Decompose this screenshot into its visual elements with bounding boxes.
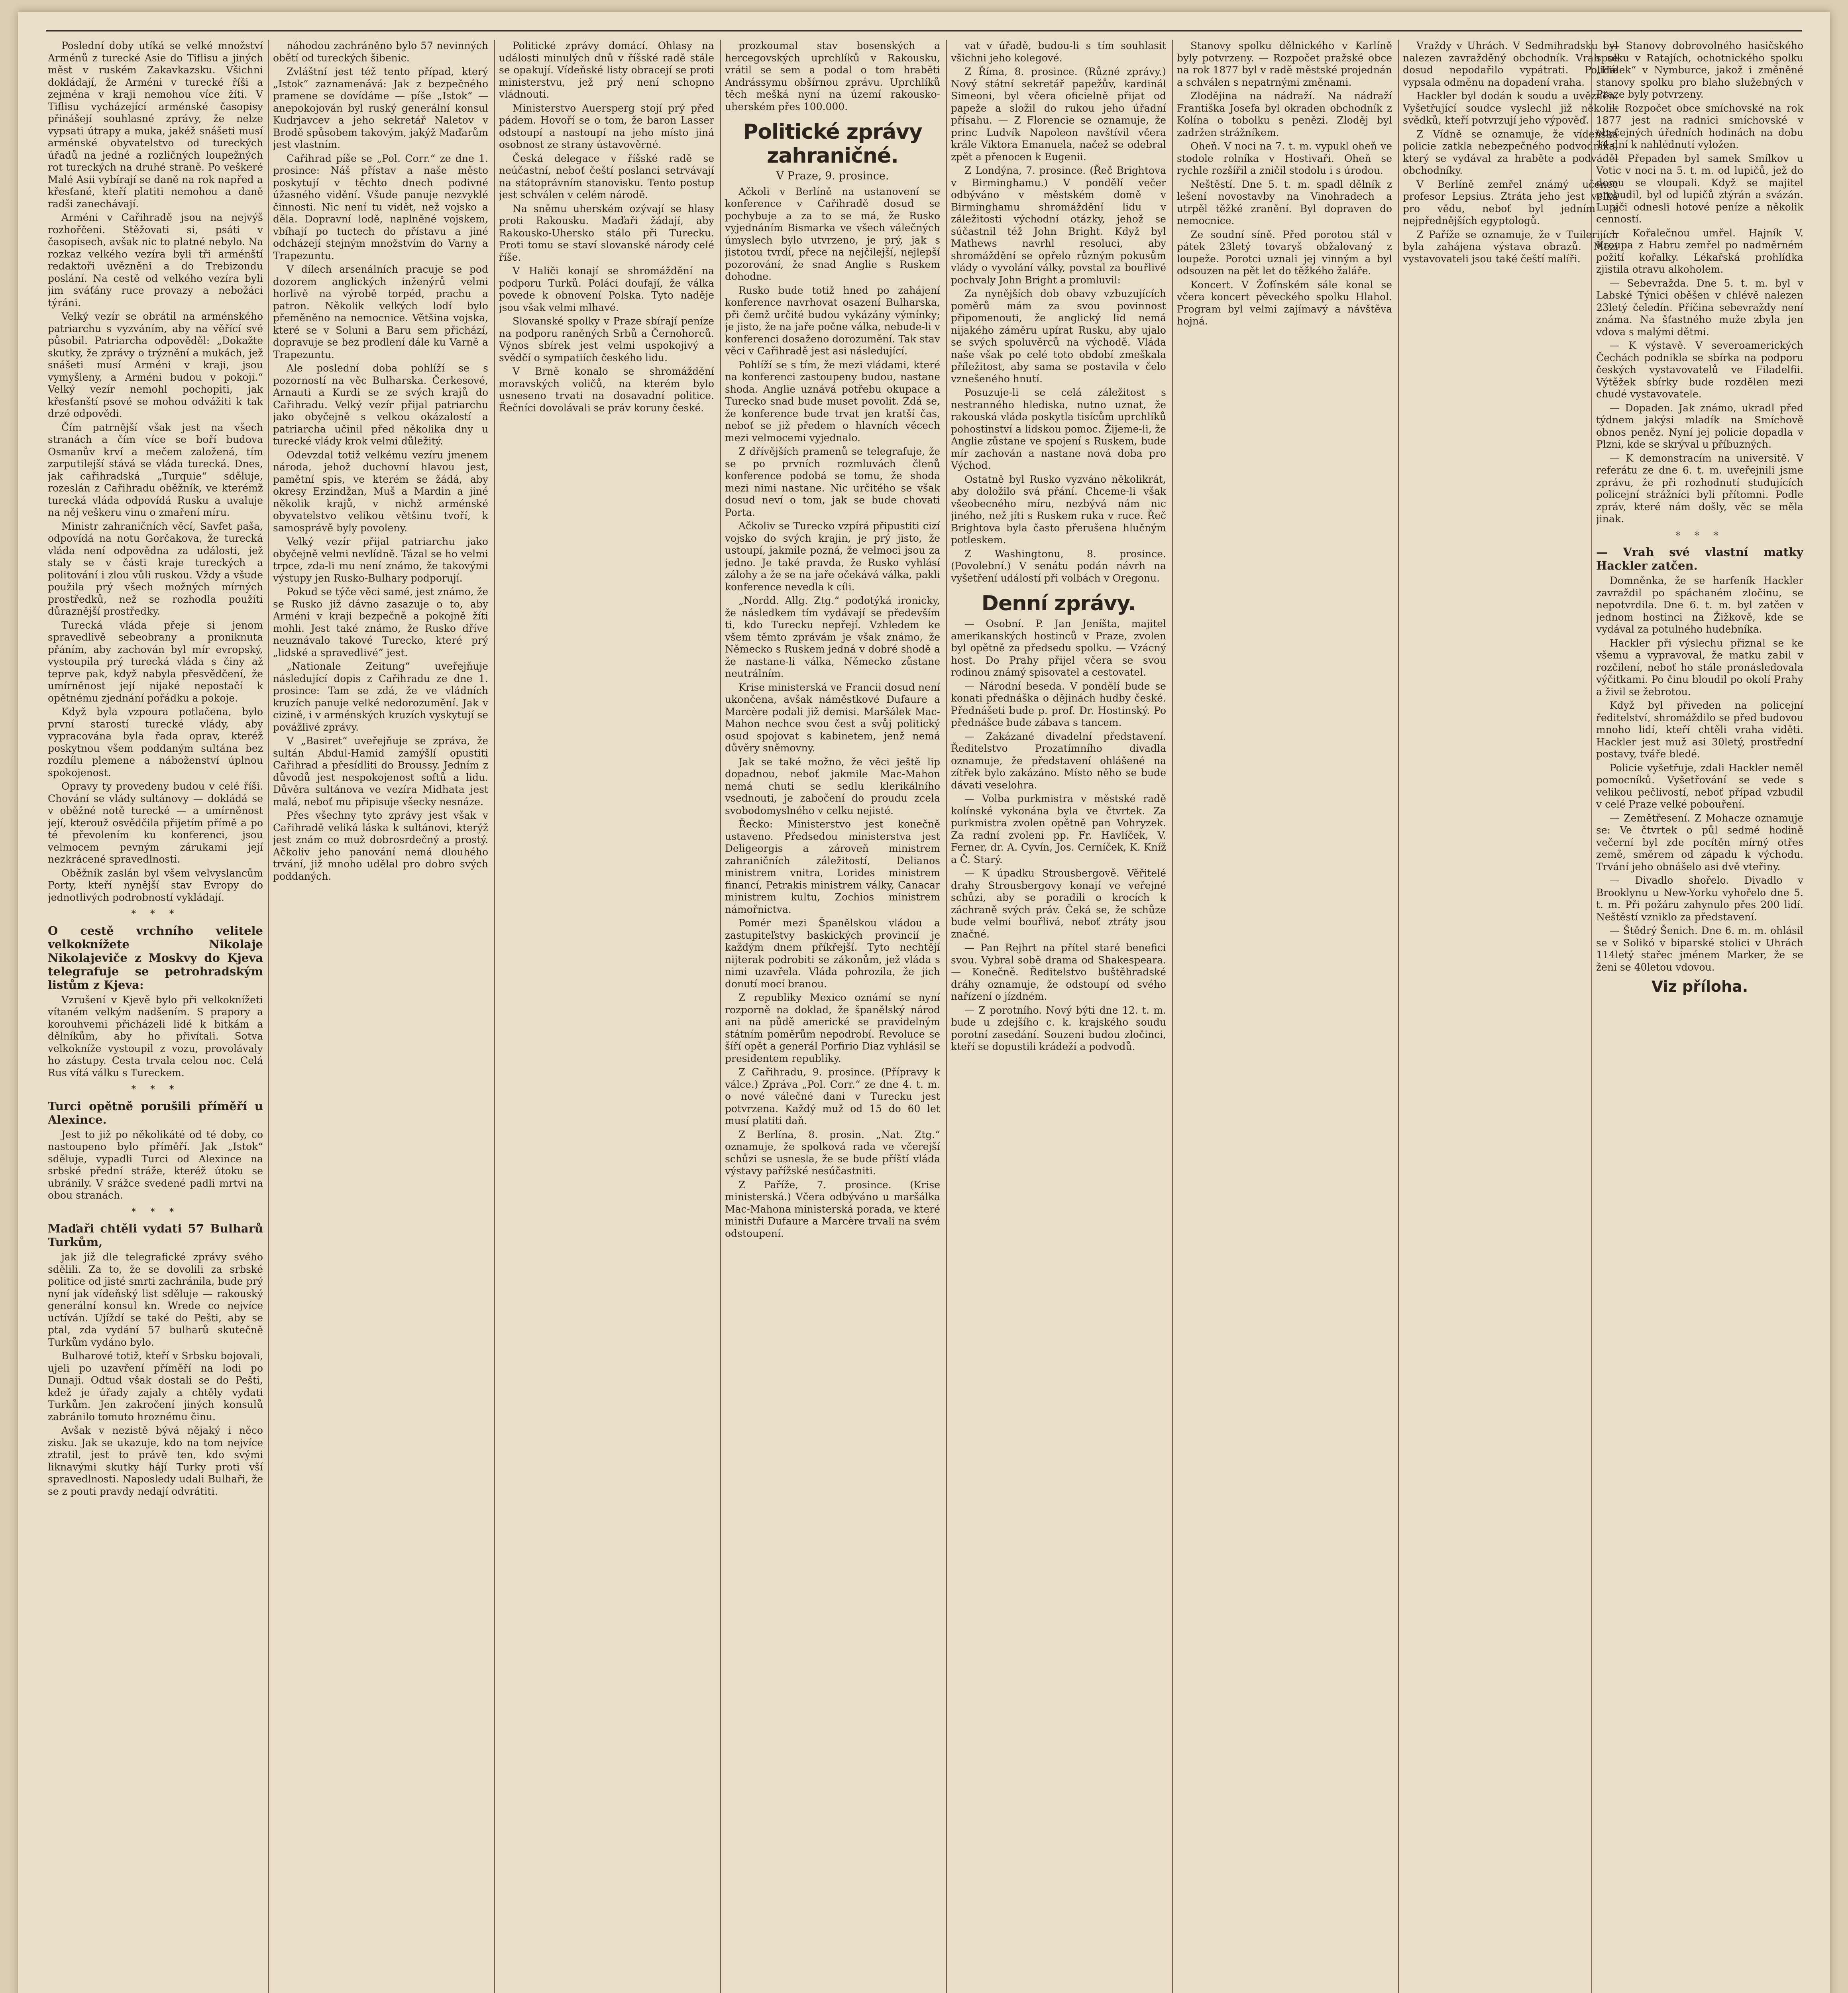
- article-paragraph: — Zemětřesení. Z Mohacze oznamuje se: Ve čtvrtek o půl sedmé hodině večerní byl zde pocítěn mírný otřes země, směrem od západu k východu. Trvání jeho obnášelo asi dvě vteřiny.: [1596, 812, 1803, 873]
- article-paragraph: V „Basiret“ uveřejňuje se zpráva, že sultán Abdul-Hamid zamýšlí opustiti Cařihrad a přesídliti do Broussy. Jedním z důvodů jest nespokojenost softů a lidu. Důvěra sultánova ve vezíra Midhata jest malá, neboť mu připisuje všecky nesnáze.: [273, 735, 488, 808]
- article-paragraph: Hackler byl dodán k soudu a uvězněn. Vyšetřující soudce vyslechl již několik svědků, kteří potvrzují jeho výpověď.: [1403, 90, 1618, 126]
- column-separator: [1172, 40, 1173, 1993]
- article-paragraph: Zvláštní jest též tento případ, který „Istok“ zaznamenává: Jak z bezpečného pramene se dovídáme — píše „Istok“ — anepokojován byl ruský generální konsul Kudrjavcev a jeho sekretář Naletov v Brodě spůsobem takovým, jakýž Maďarům jest vlastním.: [273, 66, 488, 150]
- article-paragraph: Z Paříže se oznamuje, že v Tuilerijích byla zahájena výstava obrazů. Mezi vystavovateli jsou také čeští malíři.: [1403, 228, 1618, 265]
- ornament-divider: * * *: [131, 908, 180, 919]
- column-3: [499, 40, 714, 1993]
- article-paragraph: — Kořalečnou umřel. Hajník V. Kroupa z Habru zemřel po nadměrném požití kořalky. Lékařská prohlídka zjistila otravu alkoholem.: [1596, 227, 1803, 275]
- article-paragraph: Stanovy spolku dělnického v Karlíně byly potvrzeny. — Rozpočet pražské obce na rok 1877 byl v radě městské projednán a schválen s nepatrnými změnami.: [1177, 40, 1392, 88]
- article-paragraph: Z Říma, 8. prosince. (Různé zprávy.) Nový státní sekretář papežův, kardinál Simeoni, byl včera oficielně přijat od papeže a složil do rukou jeho úřadní přísahu. — Z Florencie se oznamuje, že princ Ludvík Napoleon navštívil včera krále Viktora Emanuela, načež se odebral zpět a přenocen k Eugenii.: [951, 66, 1166, 163]
- article-paragraph: Cařihrad píše se „Pol. Corr.“ ze dne 1. prosince: Náš přístav a naše město poskytují v těchto dnech podivné úžasného vidění. Všude panuje nezvyklé činnosti. Nic není tu vidět, než vojsko a děla. Dopravní lodě, naplněné vojskem, vbíhají po tuctech do přístavu a jiné odcházejí stejným množstvím do Varny a Trapezuntu.: [273, 152, 488, 261]
- article-paragraph: Ministr zahraničních věcí, Savfet paša, odpovídá na notu Gorčakova, že turecká vláda není odpovědna za události, jež staly se v části kraje tureckých a politování i zlou vůli ruskou. Vždy a všude použila prý všech možných mírných prostředků, než se rozhodla použíti důraznější prostředky.: [48, 520, 263, 617]
- article-paragraph: — Národní beseda. V pondělí bude se konati přednáška o dějinách hudby české. Přednášeti bude p. prof. Dr. Hostinský. Po přednášce bude zábava s tancem.: [951, 680, 1166, 728]
- article-paragraph: Odevzdal totiž velkému vezíru jmenem národa, jehož duchovní hlavou jest, pamětní spis, ve kterém se žádá, aby okresy Erzindžan, Muš a Mardin a jiné několik krajů, v nichž arménské obyvatelstvo velikou většinu tvoří, k samosprávě byly povoleny.: [273, 449, 488, 534]
- ornament-divider: * * *: [1675, 529, 1724, 541]
- article-paragraph: Česká delegace v říšské radě se neúčastní, neboť čeští poslanci setrvávají na státoprávním stanovisku. Tento postup jest schválen v celém národě.: [499, 152, 714, 200]
- article-paragraph: Neštěstí. Dne 5. t. m. spadl dělník z lešení novostavby na Vinohradech a utrpěl těžké zranění. Byl dopraven do nemocnice.: [1177, 178, 1392, 226]
- column-separator: [1398, 40, 1399, 1993]
- article-paragraph: Turecká vláda přeje si jenom spravedlivě sebeobrany a proniknuta přáním, aby zachován byl mír evropský, vystoupila prý turecká vláda s činy až teprve pak, když nabyla přesvědčení, že umírněnost její nijaké nepostačí k opětnému zjednání pořádku a pokoje.: [48, 619, 263, 704]
- article-paragraph: — K výstavě. V severoamerických Čechách podnikla se sbírka na podporu českých vystavovatelů ve Filadelfii. Výtěžek sbírky bude rozdělen mezi chudé vystavovatele.: [1596, 340, 1803, 400]
- article-paragraph: Domněnka, že se harfeník Hackler zavraždil po spáchaném zločinu, se nepotvrdila. Dne 6. t. m. byl zatčen v jednom hostinci na Žižkově, kde se vydával za potulného hudebníka.: [1596, 575, 1803, 635]
- article-paragraph: — Přepaden byl samek Smílkov u Votic v noci na 5. t. m. od lupičů, jež do domu se vloupali. Když se majitel probudil, byl od lupičů ztýrán a svázán. Lupiči odnesli hotové peníze a několik cenností.: [1596, 152, 1803, 225]
- column-separator: [494, 40, 495, 1993]
- article-paragraph: Ministerstvo Auersperg stojí prý před pádem. Hovoří se o tom, že baron Lasser odstoupí a nastoupí na jeho místo jiná osobnost ze strany ústavověrné.: [499, 102, 714, 150]
- column-4: [725, 40, 940, 1993]
- article-paragraph: — Volba purkmistra v městské radě kolínské vykonána byla ve čtvrtek. Za purkmistra zvolen opětně pan Vohryzek. Za radní zvoleni pp. Fr. Havlíček, V. Ferner, dr. A. Cyvín, Jos. Cerníček, K. Kníž a Č. Starý.: [951, 793, 1166, 865]
- article-paragraph: Politické zprávy domácí. Ohlasy na události minulých dnů v říšské radě stále se opakují. Vídeňské listy obracejí se proti ministerstvu, jež prý není schopno vládnouti.: [499, 40, 714, 100]
- article-paragraph: — Štědrý Šenich. Dne 6. m. m. ohlásil se v Solikó v biparské stolici v Uhrách 114letý stařec jménem Marker, že se ženi se 40letou vdovou.: [1596, 925, 1803, 973]
- column-5: [951, 40, 1166, 1993]
- article-paragraph: Čím patrnější však jest na všech stranách a čím více se boří budova Osmanův krví a mečem založená, tím zarputilejší stává se vláda turecká. Dnes, jak cařihradská „Turquie“ sděluje, rozeslán z Cařihradu oběžník, ve kterémž turecká vláda odpovídá Rusku a uvaluje na něj veškeru vinu o zmaření míru.: [48, 421, 263, 518]
- article-paragraph: — Zakázané divadelní představení. Ředitelstvo Prozatímního divadla oznamuje, že představení ohlášené na zítřek bylo zakázáno. Místo něho se bude dávati veselohra.: [951, 730, 1166, 791]
- article-paragraph: Vzrušení v Kjevě bylo při velkoknížeti vítaném velkým nadšením. S prapory a korouhvemi přicházeli lidé k bitkám a dělníkům, aby ho přivítali. Sotva velkokníže vystoupil z vozu, provolávaly ho zástupy. Cesta trvala celou noc. Celá Rus vítá válku s Tureckem.: [48, 994, 263, 1079]
- article-paragraph: Ačkoliv se Turecko vzpírá připustiti cizí vojsko do svých krajin, je prý jisto, že ustoupí, jakmile pozná, že velmoci jsou za jedno. Je také pravda, že Rusko vyhlásí zálohy a že se na jaře očekává válka, pakli konference nevedla k cíli.: [725, 520, 940, 593]
- article-heading: Maďaři chtěli vydati 57 Bulharů Turkům,: [48, 1222, 263, 1249]
- article-paragraph: Hackler při výslechu přiznal se ke všemu a vypravoval, že matku zabil v rozčilení, neboť ho stále pronásledovala výčitkami. Po činu bloudil po okolí Prahy a živil se žebrotou.: [1596, 637, 1803, 698]
- column-8: [1596, 40, 1803, 1993]
- article-paragraph: Na sněmu uherském ozývají se hlasy proti Rakousku. Maďaři žádají, aby Rakousko-Uhersko stálo při Turecku. Proti tomu se staví slovanské národy celé říše.: [499, 202, 714, 263]
- article-paragraph: Za nynějších dob obavy vzbuzujících poměrů mám za svou povinnost připomenouti, že anglický lid nemá nijakého záměru upírat Rusku, aby ujalo se svých spoluvěrců na východě. Vláda naše však po celé toto období zmeškala příležitost, aby sama se postavila v čelo vznešeného hnutí.: [951, 288, 1166, 385]
- article-paragraph: Poslední doby utíká se velké množství Arménů z turecké Asie do Tiflisu a jiných měst v ruském Zakavkazsku. Všichni dokládají, že Arméni v turecké říši a zejména v kraji nemohou více žíti. V Tiflisu vycházející arménské časopisy přinášejí souhlasné zprávy, že nelze vypsati útrapy a muka, jakéž snášeti musí arménské obyvatelstvo od tureckých úřadů na jedné a rozličných loupežných rot tureckých na druhé straně. Po veškeré Malé Asii vybírají se daně na rok napřed a křesťané, kteří platiti nemohou a daně radši zanechávají.: [48, 40, 263, 210]
- article-paragraph: Arméni v Cařihradě jsou na nejvýš rozhořčeni. Stěžovati si, psáti v časopisech, avšak nic to platné nebylo. Na rozkaz velkého vezíra byli tři arménští redaktoři uvězněni a do Trebizondu poslání. Na cestě od velkého vezíra byli jim sváťány ruce provazy a nebožáci týráni.: [48, 212, 263, 309]
- article-paragraph: „Nordd. Allg. Ztg.“ podotýká ironicky, že následkem tím vydávají se především ti, kdo Turecku nepřejí. Vzhledem ke všem těmto zprávám je však známo, že Německo s Ruskem jedná v dobré shodě a že nastane-li válka, Německo zůstane neutrálním.: [725, 595, 940, 679]
- article-paragraph: V Brně konalo se shromáždění moravských voličů, na kterém bylo usneseno trvati na dosavadní politice. Řečníci dovolávali se práv koruny české.: [499, 366, 714, 414]
- ornament-divider: * * *: [131, 1206, 180, 1217]
- article-paragraph: Z Cařihradu, 9. prosince. (Přípravy k válce.) Zpráva „Pol. Corr.“ ze dne 4. t. m. o nové válečné dani v Turecku jest potvrzena. Každý muž od 15 do 60 let musí platiti daň.: [725, 1066, 940, 1126]
- column-separator: [1591, 40, 1592, 1993]
- article-paragraph: — K demonstracím na universitě. V referátu ze dne 6. t. m. uveřejnili jsme zprávu, že při rozhodnutí studujících policejní strážníci byli přítomni. Podle zpráv, které nám došly, věc se měla jinak.: [1596, 452, 1803, 525]
- article-paragraph: Ale poslední doba pohlíží se s pozorností na věc Bulharska. Čerkesové, Arnauti a Kurdi se ze svých krajů do Cařihradu. Velký vezír přijal patriarchu jako obyčejně s velkou okázalostí a patriarcha učinil před několika dny u turecké vlády krok velmi důležitý.: [273, 362, 488, 447]
- article-paragraph: Posuzuje-li se celá záležitost s nestranného hlediska, nutno uznat, že rakouská vláda poskytla tisícům uprchlíků pohostinství a lidskou pomoc. Žijeme-li, že Anglie zůstane ve spojení s Ruskem, bude mír zachován a nastane nová doba pro Východ.: [951, 387, 1166, 471]
- article-paragraph: jak již dle telegrafické zprávy svého sdělili. Za to, že se dovolili za srbské politice od jisté smrti zachránila, bude prý nyní jak vídeňský list sděluje — rakouský generální konsul kn. Wrede co nejvíce uctíván. Ujíždí se také do Pešti, aby se ptal, zda vydání 57 bulharů skutečně Turkům vydáno bylo.: [48, 1251, 263, 1348]
- article-paragraph: — Pan Rejhrt na přítel staré benefici svou. Vybral sobě drama od Shakespeara. — Konečně. Ředitelstvo buštěhradské dráhy oznamuje, že odstoupí od svého nařízení o jízdném.: [951, 942, 1166, 1002]
- column-7: [1403, 40, 1618, 1993]
- article-paragraph: Když byl přiveden na policejní ředitelství, shromáždilo se před budovou mnoho lidí, kteří chtěli vraha viděti. Hackler jest muž asi 30letý, prostřední postavy, tváře bledé.: [1596, 700, 1803, 760]
- article-paragraph: Oběžník zaslán byl všem velvyslancům Porty, kteří nynější stav Evropy do jednotlivých podrobností vykládají.: [48, 867, 263, 903]
- article-heading: — Vrah své vlastní matky Hackler zatčen.: [1596, 545, 1803, 572]
- article-paragraph: — Osobní. P. Jan Jeníšta, majitel amerikanských hostinců v Praze, zvolen byl opětně za předsedu spolku. — Vzácný host. Do Prahy přijel včera se svou rodinou známý spisovatel a cestovatel.: [951, 618, 1166, 678]
- article-paragraph: Slovanské spolky v Praze sbírají peníze na podporu raněných Srbů a Černohorců. Výnos sbírek jest velmi uspokojivý a svědčí o sympatiích českého lidu.: [499, 315, 714, 364]
- article-paragraph: — Stanovy dobrovolného hasičského spolku v Ratajích, ochotnického spolku „Hálek“ v Nymburce, jakož i změněné stanovy spolku pro blaho služebných v Praze byly potvrzeny.: [1596, 40, 1803, 100]
- article-paragraph: náhodou zachráněno bylo 57 nevinných obětí od tureckých šibenic.: [273, 40, 488, 64]
- article-paragraph: Krise ministerská ve Francii dosud není ukončena, avšak náměstkové Dufaure a Marcère podali již demisi. Maršálek Mac-Mahon nechce svou čest a svůj politický osud spojovat s kabinetem, jenž nemá důvěry sněmovny.: [725, 681, 940, 754]
- column-separator: [946, 40, 947, 1993]
- article-paragraph: — Dopaden. Jak známo, ukradl před týdnem jakýsi mladík na Smíchově obnos peněz. Nyní jej policie dopadla v Plzni, kde se skrýval u příbuzných.: [1596, 402, 1803, 450]
- column-2: [273, 40, 488, 1993]
- article-paragraph: Velký vezír přijal patriarchu jako obyčejně velmi nevlídně. Tázal se ho velmi trpce, zda-li mu není známo, že takovými výstupy jen Rusko-Bulhary podporují.: [273, 536, 488, 584]
- dateline: V Praze, 9. prosince.: [776, 170, 889, 182]
- article-paragraph: prozkoumal stav bosenských a hercegovských uprchlíků v Rakousku, vrátil se sem a podal o tom hraběti Andrássymu obšírnou zprávu. Uprchlíků těch mešká nyní na území rakousko-uherském přes 100.000.: [725, 40, 940, 112]
- column-separator: [268, 40, 269, 1993]
- column-6: [1177, 40, 1392, 1993]
- article-paragraph: — Z porotního. Nový býti dne 12. t. m. bude u zdejšího c. k. krajského soudu porotní zasedání. Souzeni budou zločinci, kteří se dopustili krádeží a podvodů.: [951, 1004, 1166, 1052]
- article-paragraph: — Sebevražda. Dne 5. t. m. byl v Labské Týnici oběšen v chlévě nalezen 23letý čeledín. Příčina sebevraždy není známa. Na šťastného muže zbyla jen vdova s malými dětmi.: [1596, 277, 1803, 338]
- article-paragraph: vat v úřadě, budou-li s tím souhlasit všichni jeho kolegové.: [951, 40, 1166, 64]
- article-paragraph: — K úpadku Strousbergově. Věřitelé drahy Strousbergovy konají ve veřejné schůzi, aby se poradili o krocích k záchraně svých práv. Čeká se, že schůze bude velmi bouřlivá, neboť ztráty jsou značné.: [951, 867, 1166, 940]
- article-paragraph: — Rozpočet obce smíchovské na rok 1877 jest na radnici smíchovské v obyčejných úředních hodinách na dobu 14 dní k nahlédnutí vyložen.: [1596, 102, 1803, 150]
- article-paragraph: Koncert. V Žofínském sále konal se včera koncert pěveckého spolku Hlahol. Program byl velmi zajímavý a návštěva hojná.: [1177, 279, 1392, 327]
- section-headline: Politické zprávy zahraničné.: [743, 120, 922, 168]
- article-paragraph: Ze soudní síně. Před porotou stál v pátek 23letý tovaryš obžalovaný z loupeže. Porotci uznali jej vinným a byl odsouzen na pět let do těžkého žaláře.: [1177, 228, 1392, 277]
- article-heading: O cestě vrchního velitele velkoknížete Nikolaje Nikolajeviče z Moskvy do Kjeva telegrafuje se petrohradským listům z Kjeva:: [48, 924, 263, 992]
- article-heading: Turci opětně porušili příměří u Alexince.: [48, 1099, 263, 1126]
- article-paragraph: Když byla vzpoura potlačena, bylo první starostí turecké vlády, aby vypracována byla řada oprav, kteréž poskytnou všem poddaným sultána bez rozdílu plemene a náboženství úplnou spokojenost.: [48, 706, 263, 778]
- article-paragraph: Z Vídně se oznamuje, že vídeňská policie zatkla nebezpečného podvodníka, který se vydával za hraběte a podváděl obchodníky.: [1403, 128, 1618, 176]
- article-paragraph: Přes všechny tyto zprávy jest však v Cařihradě veliká láska k sultánovi, kterýž jest znám co muž dobrosrdečný a prostý. Ačkoliv jeho panování nemá dlouhého trvání, již mnoho udělal pro dobro svých poddaných.: [273, 810, 488, 882]
- article-paragraph: Ačkoli v Berlíně na ustanovení se konference v Cařihradě dosud se pochybuje a za to se má, že Rusko vyjednáním Bismarka ve všech válečných úmyslech bylo utvrzeno, je prý, jak s jistotou tvrdí, přece na nejčilejší, nejlepší pozorování, že snad Anglie s Ruskem dohodne.: [725, 185, 940, 282]
- top-rule: [46, 30, 1802, 31]
- article-paragraph: Avšak v nezistě bývá nějaký i něco zisku. Jak se ukazuje, kdo na tom nejvíce ztratil, jest to právě ten, kdo svými liknavými skutky hájí Turky proti vší spravedlnosti. Naposledy udali Bulhaři, že se z pouti pravdy nedají odvrátiti.: [48, 1425, 263, 1497]
- article-paragraph: Z Berlína, 8. prosin. „Nat. Ztg.“ oznamuje, že spolková rada ve včerejší schůzi se usnesla, že se bude příští vláda výstavy pařížské nesúčastniti.: [725, 1128, 940, 1177]
- article-paragraph: Bulharové totiž, kteří v Srbsku bojovali, ujeli po uzavření příměří na lodi po Dunaji. Odtud však dostali se do Pešti, kdež je úřady zajaly a chtěly vydati Turkům. Jen zakročení jiných konsulů zabránilo tomuto hroznému činu.: [48, 1350, 263, 1423]
- ornament-divider: * * *: [131, 1083, 180, 1095]
- article-paragraph: Jest to již po několikáté od té doby, co nastoupeno bylo příměří. Jak „Istok“ sděluje, vypadli Turci od Alexince na srbské přední stráže, kteréž útoku se ubránily. V srážce svedené padli mrtvi na obou stranách.: [48, 1128, 263, 1201]
- article-paragraph: Opravy ty provedeny budou v celé říši. Chování se vlády sultánovy — dokládá se v oběžné notě turecké — a umírněnost její, kterouž osvědčila přijetím přímě a po té převolením ku konferenci, jsou velmocem pevným zárukami její nezkrácené spravedlnosti.: [48, 780, 263, 865]
- article-paragraph: Oheň. V noci na 7. t. m. vypukl oheň ve stodole rolníka v Hostivaři. Oheň se rychle rozšířil a zničil stodolu i s úrodou.: [1177, 140, 1392, 176]
- article-paragraph: Z dřívějších pramenů se telegrafuje, že se po prvních rozmluvách členů konference podobá se tomu, že shoda mezi nimi nastane. Nic určitého se však dosud neví o tom, jak se bude chovati Porta.: [725, 446, 940, 518]
- article-paragraph: „Nationale Zeitung“ uveřejňuje následující dopis z Cařihradu ze dne 1. prosince: Tam se zdá, že ve vládních kruzích panuje velké nedorozumění. Jak v cizině, i v arménských kruzích vyskytují se povážlivé zprávy.: [273, 660, 488, 733]
- article-paragraph: Z republiky Mexico oznámí se nyní rozporně na doklad, že španělský národ ani na půdě americké se pravidelným státním poměrům nepodrobí. Revoluce se šíří opět a generál Porfirio Diaz vyhlásil se presidentem republiky.: [725, 992, 940, 1064]
- article-paragraph: Z Londýna, 7. prosince. (Řeč Brightova v Birminghamu.) V pondělí večer odbýváno v městském domě v Birminghamu shromáždění lidu v záležitosti východní otázky, jehož se súčastnil též John Bright. Když byl Mathews navrhl resoluci, aby shromáždění se opřelo různým pokusům vlády o vyvolání války, povstal za bouřlivé pochvaly John Bright a promluvil:: [951, 165, 1166, 286]
- column-separator: [720, 40, 721, 1993]
- section-headline: Denní zprávy.: [981, 592, 1136, 615]
- article-paragraph: V Berlíně zemřel známý učenec profesor Lepsius. Ztráta jeho jest velká pro vědu, neboť byl jedním z nejpřednějších egyptologů.: [1403, 178, 1618, 226]
- column-1: [48, 40, 263, 1993]
- continuation-note: Viz příloha.: [1651, 978, 1748, 995]
- article-paragraph: V Haliči konají se shromáždění na podporu Turků. Poláci doufají, že válka povede k obnovení Polska. Tyto naděje jsou však velmi mlhavé.: [499, 265, 714, 313]
- article-paragraph: Pokud se týče věci samé, jest známo, že se Rusko již dávno zasazuje o to, aby Arméni v kraji bezpečně a pokojně žíti mohli. Jest také známo, že Rusko dříve neuznávalo takové Turecko, které prý „lidské a spravedlivé“ jest.: [273, 586, 488, 658]
- article-paragraph: Velký vezír se obrátil na arménského patriarchu s vyzváním, aby na věřící své působil. Patriarcha odpověděl: „Dokažte skutky, že zprávy o trýznění a mukách, jež snášeti musí Arméni v kraji, jsou vymyšleny, a Arméni budou v pokoji.“ Velký vezír nemohl pochopiti, jak křesťanští psové se mohou odvážiti k tak drzé odpovědi.: [48, 311, 263, 419]
- newspaper-page: [18, 12, 1830, 1993]
- article-paragraph: Pomér mezi Španělskou vládou a zastupiteľstvy baskických provincií je každým dnem příkřejší. Tyto nechtějí nijterak podrobiti se zákonům, jež vláda s nimi uzavřela. Vláda pohrozila, že jich donutí mocí branou.: [725, 917, 940, 990]
- article-paragraph: — Divadlo shořelo. Divadlo v Brooklynu u New-Yorku vyhořelo dne 5. t. m. Při požáru zahynulo přes 200 lidí. Neštěstí vzniklo za představení.: [1596, 875, 1803, 923]
- article-paragraph: Z Paříže, 7. prosince. (Krise ministerská.) Včera odbýváno u maršálka Mac-Mahona ministerská porada, ve které ministři Dufaure a Marcère trvali na svém odstoupení.: [725, 1179, 940, 1239]
- article-paragraph: Jak se také možno, že věci ještě lip dopadnou, neboť jakmile Mac-Mahon nemá chuti se sedlu klerikálního vsednouti, je zabočení do proudu zcela svobodomyslného v celku nejisté.: [725, 756, 940, 816]
- article-paragraph: Ostatně byl Rusko vyzváno několikrát, aby doložilo svá přání. Chceme-li však všeobecného míru, nezbývá nám nic jiného, než jíti s Ruskem ruka v ruce. Řeč Brightova byla často přerušena hlučným potleskem.: [951, 473, 1166, 546]
- article-paragraph: Vraždy v Uhrách. V Sedmihradsku byl nalezen zavražděný obchodník. Vrah se dosud nepodařilo vypátrati. Policie vypsala odměnu na dopadení vraha.: [1403, 40, 1618, 88]
- article-paragraph: Rusko bude totiž hned po zahájení konference navrhovat osazení Bulharska, při čemž určité budou vykázány výmínky; je jisto, že na jaře počne válka, nebude-li v konferenci dosaženo dorozumění. Tak stav věci v Cařihradě jest asi následující.: [725, 284, 940, 357]
- article-paragraph: Pohlíží se s tím, že mezi vládami, které na konferenci zastoupeny budou, nastane shoda. Anglie uznává potřebu okupace a Turecko snad bude muset povolit. Zdá se, že konference bude trvat jen kratší čas, neboť se již předem o hlavních věcech mezi velmocemi vyjednalo.: [725, 359, 940, 444]
- article-paragraph: Policie vyšetřuje, zdali Hackler neměl pomocníků. Vyšetřování se vede s velikou pečlivostí, neboť případ vzbudil v celé Praze velké pobouření.: [1596, 762, 1803, 810]
- article-paragraph: Řecko: Ministerstvo jest konečně ustaveno. Předsedou ministerstva jest Deligeorgis a zároveň ministrem zahraničních záležitostí, Delianos ministrem vnitra, Lorides ministrem financí, Petrakis ministrem války, Canacar ministrem kultu, Zochios ministrem námořnictva.: [725, 818, 940, 915]
- article-paragraph: Zlodějina na nádraží. Na nádraží Františka Josefa byl okraden obchodník z Kolína o tobolku s penězi. Zloděj byl zadržen strážníkem.: [1177, 90, 1392, 138]
- article-paragraph: V dílech arsenálních pracuje se pod dozorem anglických inženýrů velmi horlivě na výrobě torpéd, prachu a patron. Několik velkých lodí bylo přeměněno na nemocnice. Většina vojska, které se v Soluni a Baru sem přichází, dopravuje se bez prodlení dále ku Varně a Trapezuntu.: [273, 263, 488, 360]
- article-paragraph: Z Washingtonu, 8. prosince. (Povolební.) V senátu podán návrh na vyšetření událostí při volbách v Oregonu.: [951, 548, 1166, 584]
